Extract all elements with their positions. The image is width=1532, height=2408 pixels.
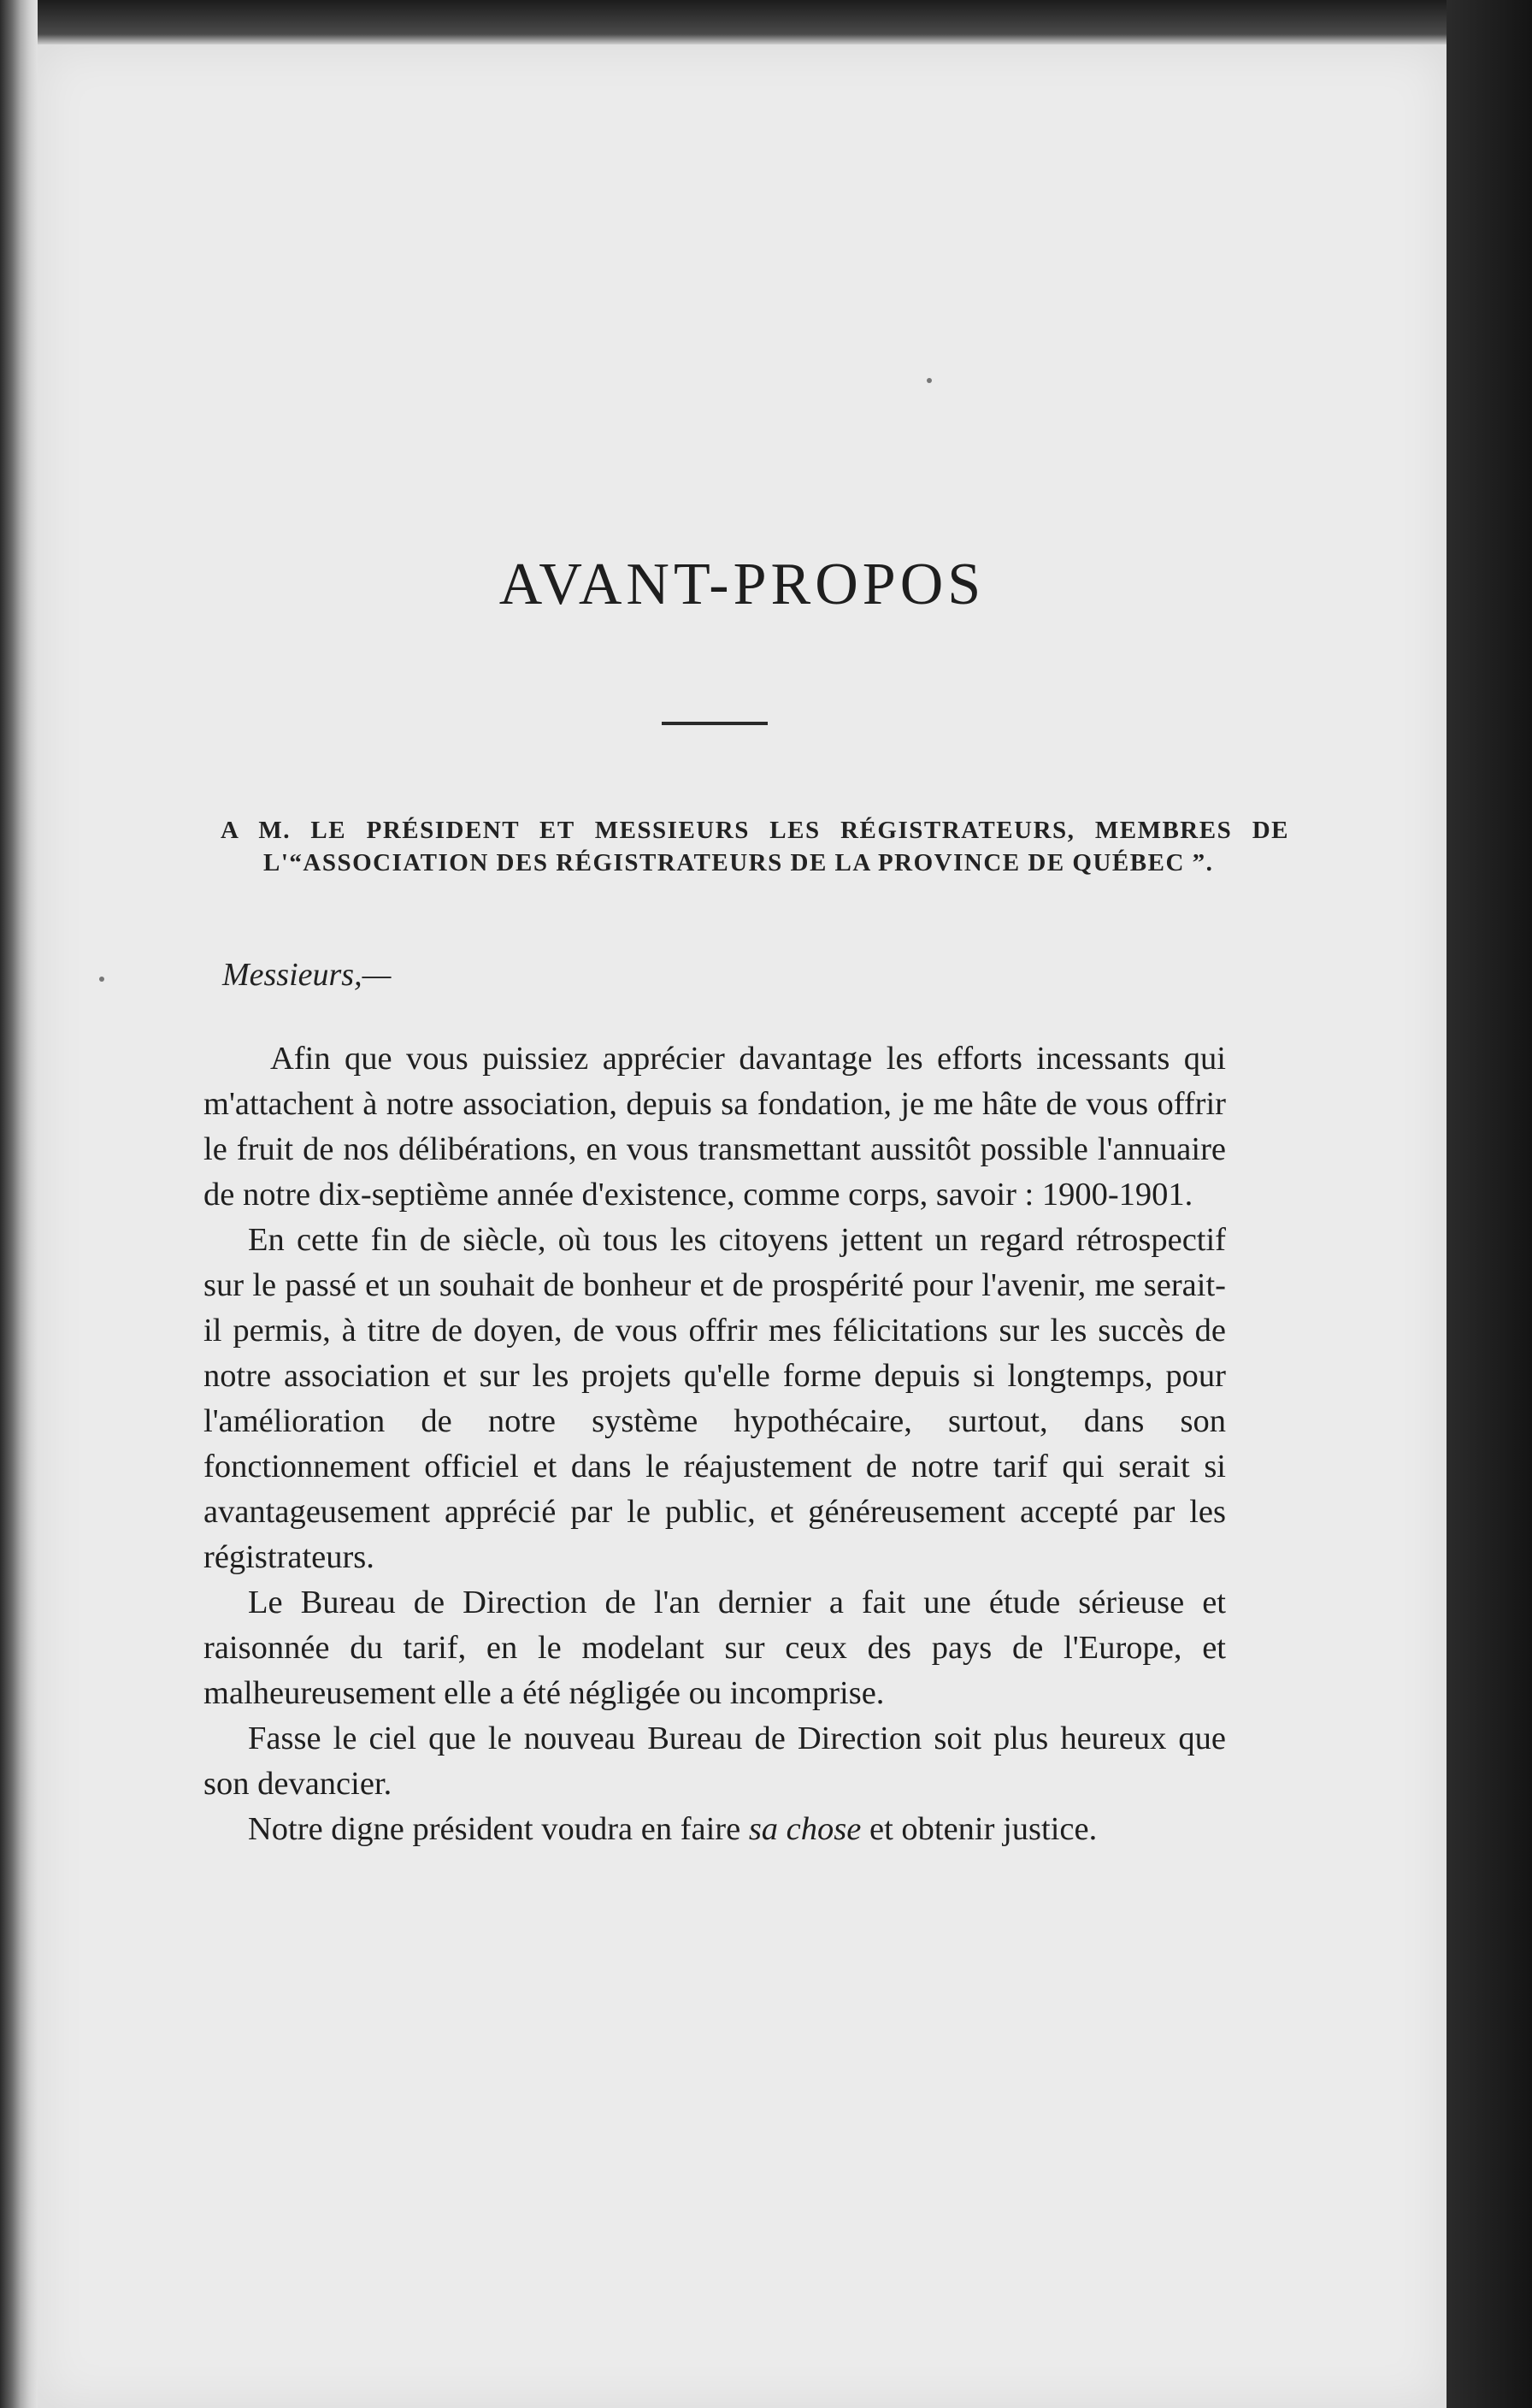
paragraph: Afin que vous puissiez apprécier davantage les efforts incessants qui m'attachent à notre association, depuis sa fondation, je me hâte de vous offrir le fruit de nos délibérations, en vous transmettant aussitôt possible l'annuaire de notre dix-septième année d'existence, comme corps, savoir : 1900-1901. <box>203 1041 1226 1213</box>
paragraph: En cette fin de siècle, où tous les citoyens jettent un regard rétrospectif sur le passé et un souhait de bonheur et de prospérité pour l'avenir, me serait-il permis, à titre de doyen, de vous offrir mes félicitations sur les succès de notre association et sur les projets qu'elle forme depuis si longtemps, pour l'amélioration de notre système hypothécaire, surtout, dans son fonctionnement officiel et dans le réajustement de notre tarif qui serait si avantageusement apprécié par le public, et généreusement accepté par les régistrateurs. <box>203 1222 1226 1575</box>
body-text <box>203 1036 1226 1852</box>
paragraph-last <box>203 1807 1226 1852</box>
scan-top-edge <box>38 0 1447 44</box>
paragraph-text: et obtenir justice. <box>861 1811 1098 1847</box>
scan-speck <box>927 378 932 383</box>
paragraph: Fasse le ciel que le nouveau Bureau de Direction soit plus heureux que son devancier. <box>203 1720 1226 1802</box>
salutation: Messieurs,— <box>222 957 392 993</box>
scan-speck <box>99 977 104 982</box>
scan-right-edge <box>1447 0 1532 2408</box>
page-title: AVANT-PROPOS <box>498 552 986 617</box>
paragraph-text: Notre digne président voudra en faire <box>248 1811 749 1847</box>
title-rule <box>662 722 768 725</box>
address-heading: A M. LE PRÉSIDENT ET MESSIEURS LES RÉGISTRATEURS, MEMBRES DE L'“ASSOCIATION DES RÉGISTRATEURS DE LA PROVINCE DE QUÉBEC ”. <box>221 817 1289 876</box>
scan-left-edge <box>0 0 38 2408</box>
page <box>38 44 1447 2408</box>
paragraph: Le Bureau de Direction de l'an dernier a fait une étude sérieuse et raisonnée du tarif, en le modelant sur ceux des pays de l'Europe, et malheureusement elle a été négligée ou incomprise. <box>203 1585 1226 1711</box>
paragraph-italic-text: sa chose <box>748 1811 862 1847</box>
